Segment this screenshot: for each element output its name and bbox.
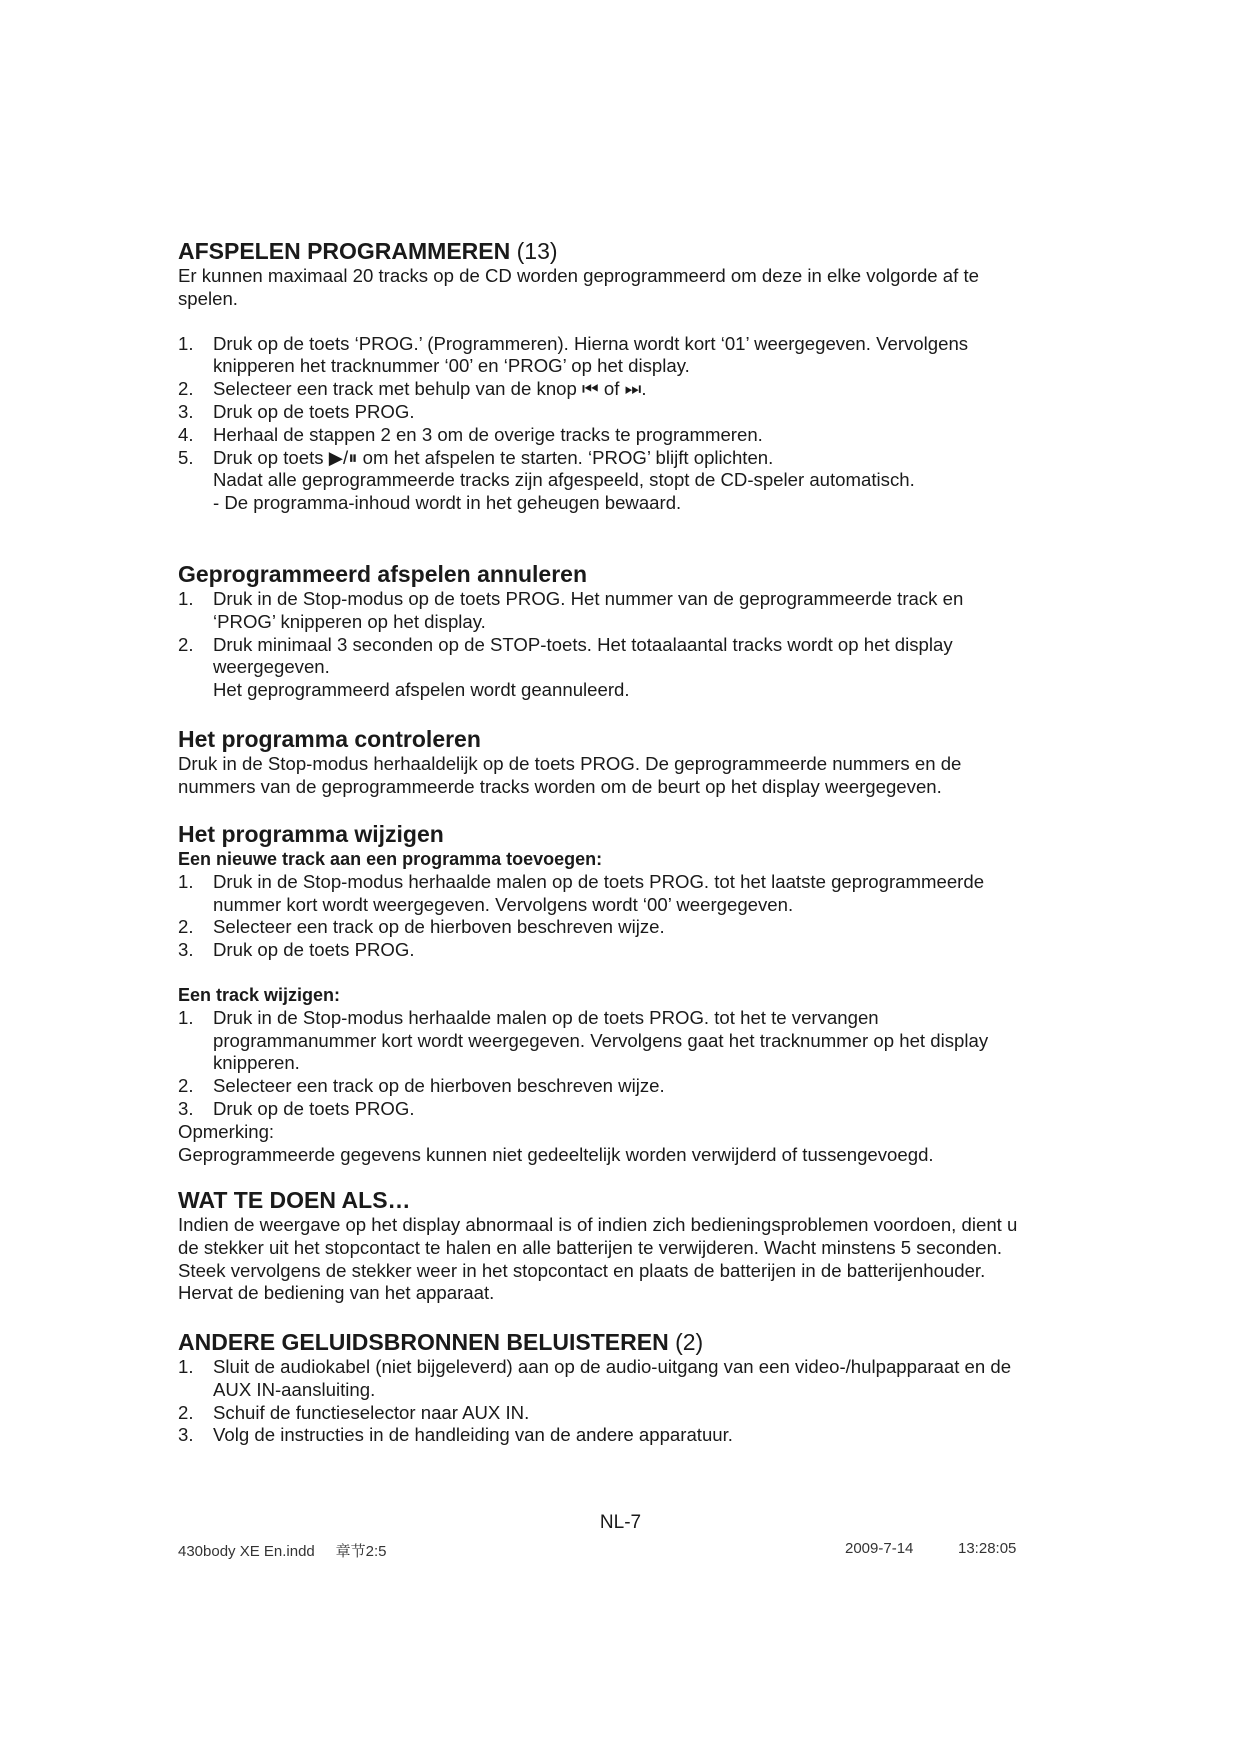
list-text: [213, 939, 415, 962]
paragraph: [178, 1214, 1078, 1305]
list-number: 1.: [178, 1356, 194, 1377]
text-line: Druk op de toets PROG.: [213, 400, 415, 422]
text-line: Een nieuwe track aan een programma toevoegen:: [178, 849, 603, 869]
heading-text: AFSPELEN PROGRAMMEREN: [178, 238, 511, 264]
paragraph: [178, 1121, 1078, 1167]
text-line: Nadat alle geprogrammeerde tracks zijn afgespeeld, stopt de CD-speler automatisch.: [213, 469, 915, 491]
list-item: [178, 939, 1078, 962]
text-line: programmanummer kort wordt weergegeven. Vervolgens gaat het tracknummer op het display: [213, 1029, 989, 1051]
text-line: de stekker uit het stopcontact te halen en alle batterijen te verwijderen. Wacht minstens 5 seconden.: [178, 1236, 1003, 1258]
list-number: 3.: [178, 1097, 194, 1119]
list-number: 2.: [178, 1401, 194, 1423]
text-line: Selecteer een track op de hierboven beschreven wijze.: [213, 916, 665, 938]
text-line: Indien de weergave op het display abnormaal is of indien zich bedieningsproblemen voordoen, dient u: [178, 1214, 1018, 1235]
text-line: Hervat de bediening van het apparaat.: [178, 1282, 495, 1304]
list-text: [213, 916, 665, 939]
section-heading: [178, 1329, 1078, 1355]
footer-filename: 430body XE En.indd: [178, 1543, 315, 1560]
footer-file: [178, 1540, 386, 1561]
list-text: [213, 447, 915, 515]
heading-text: ANDERE GELUIDSBRONNEN BELUISTEREN: [178, 1329, 669, 1355]
text-line: Selecteer een track met behulp van de knop ⏮ of ⏭.: [213, 378, 647, 400]
heading-text: Het programma controleren: [178, 726, 481, 752]
list-item: [178, 916, 1078, 939]
text-line: Een track wijzigen:: [178, 984, 341, 1005]
heading-text: Het programma wijzigen: [178, 821, 444, 847]
section: [178, 726, 1078, 799]
list-text: [213, 1424, 733, 1447]
list-text: [213, 1402, 529, 1425]
text-line: knipperen.: [213, 1052, 300, 1074]
text-line: Selecteer een track op de hierboven beschreven wijze.: [213, 1075, 665, 1097]
paragraph: [178, 753, 1078, 799]
list-item: [178, 333, 1078, 379]
list-item: [178, 634, 1078, 702]
section: [178, 561, 1078, 702]
heading-text: WAT TE DOEN ALS…: [178, 1187, 411, 1213]
list-number: 1.: [178, 870, 194, 892]
text-line: Het geprogrammeerd afspelen wordt geannuleerd.: [213, 679, 630, 701]
paragraph: [178, 265, 1078, 311]
list-text: [213, 1098, 415, 1121]
list-item: [178, 447, 1078, 515]
text-line: Sluit de audiokabel (niet bijgeleverd) aan op de audio-uitgang van een video-/hulpapparaat en de: [213, 1356, 1012, 1377]
footer-time: 13:28:05: [958, 1540, 1017, 1557]
page-number: NL-7: [599, 1512, 642, 1533]
text-line: Opmerking:: [178, 1120, 275, 1142]
text-line: Druk in de Stop-modus herhaalde malen op de toets PROG. tot het laatste geprogrammeerde: [213, 870, 985, 892]
text-line: Druk op de toets PROG.: [213, 1097, 415, 1119]
list-item: [178, 378, 1078, 401]
text-line: Druk op de toets PROG.: [213, 939, 415, 961]
list-number: 5.: [178, 446, 194, 468]
list-number: 3.: [178, 1424, 194, 1446]
text-line: Druk op toets ▶/⏸ om het afspelen te starten. ‘PROG’ blijft oplichten.: [213, 446, 774, 468]
text-line: Druk op de toets ‘PROG.’ (Programmeren). Hierna wordt kort ‘01’ weergegeven. Vervolgens: [213, 332, 969, 354]
heading-page-ref: (2): [675, 1329, 704, 1355]
text-line: nummer kort wordt weergegeven. Vervolgens wordt ‘00’ weergegeven.: [213, 893, 794, 915]
text-line: Druk in de Stop-modus herhaaldelijk op de toets PROG. De geprogrammeerde nummers en de: [178, 753, 962, 774]
list-number: 2.: [178, 1075, 194, 1097]
text-line: Herhaal de stappen 2 en 3 om de overige tracks te programmeren.: [213, 423, 763, 445]
list-text: [213, 1356, 1011, 1402]
list-item: [178, 424, 1078, 447]
text-line: Steek vervolgens de stekker weer in het stopcontact en plaats de batterijen in de batterijenhouder.: [178, 1259, 986, 1281]
list-number: 2.: [178, 378, 194, 400]
footer-date: 2009-7-14: [845, 1540, 914, 1557]
subheading: [178, 984, 1078, 1007]
section-heading: [178, 238, 1078, 264]
section: [178, 821, 1078, 1166]
text-line: nummers van de geprogrammeerde tracks worden om de beurt op het display weergegeven.: [178, 775, 942, 797]
list-number: 1.: [178, 332, 194, 354]
list-item: [178, 1356, 1078, 1402]
subheading: [178, 848, 1078, 871]
list-text: [213, 1007, 988, 1075]
list-item: [178, 588, 1078, 634]
section: [178, 238, 1078, 515]
section: [178, 1187, 1078, 1305]
text-line: Er kunnen maximaal 20 tracks op de CD worden geprogrammeerd om deze in elke volgorde af te: [178, 265, 979, 286]
section-heading: [178, 1187, 1078, 1213]
list-number: 3.: [178, 400, 194, 422]
section: [178, 1329, 1078, 1447]
text-line: Geprogrammeerde gegevens kunnen niet gedeeltelijk worden verwijderd of tussengevoegd.: [178, 1143, 934, 1165]
list-text: [213, 378, 646, 401]
list-text: [213, 1075, 665, 1098]
list-number: 1.: [178, 1006, 194, 1028]
text-line: Schuif de functieselector naar AUX IN.: [213, 1401, 530, 1423]
text-line: AUX IN-aansluiting.: [213, 1378, 376, 1400]
text-line: knipperen het tracknummer ‘00’ en ‘PROG’ op het display.: [213, 355, 690, 377]
list-text: [213, 424, 763, 447]
text-line: Volg de instructies in de handleiding van de andere apparatuur.: [213, 1424, 733, 1446]
list-item: [178, 401, 1078, 424]
list-number: 4.: [178, 423, 194, 445]
section-heading: [178, 561, 1078, 587]
list-number: 2.: [178, 633, 194, 655]
list-text: [213, 333, 968, 379]
list-number: 1.: [178, 588, 194, 609]
text-line: Druk in de Stop-modus herhaalde malen op de toets PROG. tot het te vervangen: [213, 1006, 879, 1028]
text-line: spelen.: [178, 287, 238, 309]
text-line: Druk in de Stop-modus op de toets PROG. Het nummer van de geprogrammeerde track en: [213, 588, 964, 609]
list-item: [178, 1402, 1078, 1425]
heading-text: Geprogrammeerd afspelen annuleren: [178, 561, 588, 587]
section-heading: [178, 821, 1078, 847]
list-number: 3.: [178, 939, 194, 961]
list-item: [178, 1098, 1078, 1121]
list-item: [178, 871, 1078, 917]
list-number: 2.: [178, 916, 194, 938]
heading-page-ref: (13): [516, 238, 558, 264]
text-line: weergegeven.: [213, 656, 330, 678]
text-line: Druk minimaal 3 seconden op de STOP-toets. Het totaalaantal tracks wordt op het display: [213, 633, 953, 655]
list-text: [213, 401, 415, 424]
footer-section: 章节2:5: [335, 1543, 387, 1560]
list-item: [178, 1007, 1078, 1075]
list-text: [213, 588, 963, 634]
text-line: ‘PROG’ knipperen op het display.: [213, 610, 486, 632]
spacer: [178, 962, 1078, 984]
text-line: - De programma-inhoud wordt in het geheugen bewaard.: [213, 492, 682, 514]
list-text: [213, 634, 953, 702]
spacer: [178, 311, 1078, 333]
list-item: [178, 1075, 1078, 1098]
list-text: [213, 871, 984, 917]
list-item: [178, 1424, 1078, 1447]
section-heading: [178, 726, 1078, 752]
